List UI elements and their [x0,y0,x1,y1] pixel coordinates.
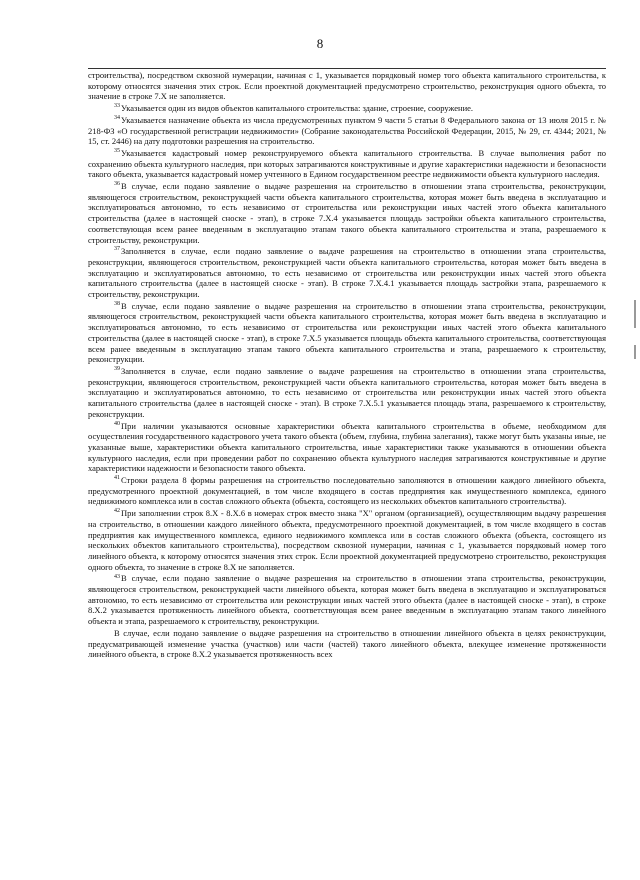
footnote-text: Указывается один из видов объектов капитального строительства: здание, строение, сооружение. [121,103,474,114]
footnote-41 [88,475,606,507]
paragraph [88,70,606,102]
footnote-text: При наличии указываются основные характеристики объекта капитального строительства в объеме, необходимом для осуществления государственного кадастрового учета такого объекта (объем, глубина, глубина залегания), также могут быть указаны иные, не указанные выше, характеристики объекта капитального строительства, иные характеристики также указываются в отношении объекта культурного наследия, если при проведении работ по сохранению объекта культурного наследия затрагиваются конструктивные и другие характеристики надежности и безопасности такого объекта. [88,420,606,474]
footnote-marker: 34 [114,114,120,121]
footnote-35 [88,148,606,180]
margin-mark [634,300,636,328]
footnote-marker: 38 [114,300,120,307]
footnote-text: При заполнении строк 8.Х - 8.Х.6 в номерах строк вместо знака "Х" органом (организацией), осуществляющим выдачу разрешения на строительство, в отношении каждого линейного объекта, предусмотренного проектной документацией, в том числе входящего в состав предприятия как имущественного комплекса, единого недвижимого комплекса или в состав сложного объекта (объекта, состоящего из нескольких объектов капитального строительства), посредством сквозной нумерации, начиная с 1, указывается порядковый номер того линейного объекта, к которому относятся значения этих строк. Если проектной документацией предусмотрено строительство, реконструкция одного объекта, то значение в строке 8.Х не заполняется. [88,508,606,572]
footnote-33 [88,103,606,114]
footnote-marker: 42 [114,508,120,515]
footnote-42 [88,508,606,572]
footnote-text: Строки раздела 8 формы разрешения на строительство последовательно заполняются в отношении каждого линейного объекта, предусмотренного проектной документацией, в том числе входящего в состав предприятия как имущественного комплекса, единого недвижимого комплекса или в состав сложного объекта (объекта, состоящего из нескольких объектов капитального строительства). [88,475,606,507]
footnote-39 [88,366,606,420]
footnote-text: В случае, если подано заявление о выдаче разрешения на строительство в отношении линейного объекта в целях реконструкции, предусматривающей изменение участка (участков) или части (частей) такого линейного объекта, влекущее изменение протяженности линейного объекта, в строке 8.Х.2 указывается протяженность всех [88,627,606,660]
margin-mark [634,345,636,359]
footnote-marker: 35 [114,148,120,155]
footnote-text: строительства), посредством сквозной нумерации, начиная с 1, указывается порядковый номер того объекта капитального строительства, к которому относятся значения этих строк. Если проектной документацией предусмотрено строительство, реконструкция одного объекта, то значение в строке 7.Х не заполняется. [88,70,606,102]
top-rule [88,68,606,69]
footnote-marker: 39 [114,366,120,373]
footnote-37 [88,246,606,300]
footnote-43 [88,573,606,627]
footnote-text: В случае, если подано заявление о выдаче разрешения на строительство в отношении этапа строительства, реконструкции, являющегося строительством, реконструкцией части объекта капитального строительства, которая может быть введена в эксплуатацию и эксплуатироваться автономно, то есть независимо от строительства или реконструкции иных частей этого объекта капитального строительства (далее в настоящей сноске - этап), в строке 7.Х.4 указывается площадь застройки объекта капитального строительства, соответствующая всем ранее введенным в эксплуатацию этапам такого объекта капитального строительства и этапа, разрешаемого к строительству, реконструкции. [88,181,606,245]
footnote-marker: 33 [114,103,120,110]
footnote-40 [88,421,606,475]
footnote-text: Заполняется в случае, если подано заявление о выдаче разрешения на строительство в отношении этапа строительства, реконструкции, являющегося строительством, реконструкцией части объекта капитального строительства, которая может быть введена в эксплуатацию и эксплуатироваться автономно, то есть независимо от строительства или реконструкции иных частей этого объекта капитального строительства (далее в настоящей сноске - этап). В строке 7.Х.5.1 указывается площадь этапа, разрешаемого к строительству, реконструкции. [88,365,606,419]
footnote-marker: 40 [114,420,120,427]
footnote-marker: 41 [114,475,120,482]
footnote-text: В случае, если подано заявление о выдаче разрешения на строительство в отношении этапа строительства, реконструкции, являющегося строительством, реконструкцией части линейного объекта, которая может быть введена в эксплуатацию и эксплуатироваться автономно, то есть независимо от строительства или реконструкции иных частей этого объекта (далее в настоящей сноске - этап), в строке 8.Х.2 указывается протяженность линейного объекта, соответствующая всем ранее введенным в эксплуатацию этапам такого линейного объекта и этапа, разрешаемого к строительству, реконструкции. [88,573,606,627]
footnote-text: Указывается кадастровый номер реконструируемого объекта капитального строительства. В случае выполнения работ по сохранению объекта культурного наследия, при которых затрагиваются конструктивные и другие характеристики надежности и безопасности такого объекта, указывается кадастровый номер учтенного в Едином государственном реестре недвижимости объекта культурного наследия. [88,147,606,180]
footnote-marker: 36 [114,181,120,188]
page-number: 8 [316,36,324,51]
footnotes-body [88,70,606,870]
footnote-text: В случае, если подано заявление о выдаче разрешения на строительство в отношении этапа строительства, реконструкции, являющегося строительством, реконструкцией части объекта капитального строительства, которая может быть введена в эксплуатацию и эксплуатироваться автономно, то есть независимо от строительства или реконструкции иных частей этого объекта капитального строительства (далее в настоящей сноске - этап), в строке 7.Х.5 указывается площадь объекта капитального строительства, соответствующая всем ранее введенным в эксплуатацию этапам такого объекта капитального строительства и этапа, разрешаемого к строительству, реконструкции. [88,300,606,365]
paragraph [88,628,606,660]
footnote-text: Заполняется в случае, если подано заявление о выдаче разрешения на строительство в отношении этапа строительства, реконструкции, являющегося строительством, реконструкцией части объекта капитального строительства, которая может быть введена в эксплуатацию и эксплуатироваться автономно, то есть независимо от строительства или реконструкции иных частей этого объекта капитального строительства (далее в настоящей сноске - этап). В строке 7.Х.4.1 указывается площадь застройки этапа, разрешаемого к строительству, реконструкции. [88,246,606,300]
footnote-38 [88,301,606,365]
footnote-34 [88,115,606,147]
footnote-36 [88,181,606,245]
footnote-marker: 43 [114,573,120,580]
footnote-text: Указывается назначение объекта из числа предусмотренных пунктом 9 части 5 статьи 8 Федерального закона от 13 июля 2015 г. № 218-ФЗ «О государственной регистрации недвижимости» (Собрание законодательства Российской Федерации, 2015, № 29, ст. 4344; 2021, № 15, ст. 2446) на дату подготовки разрешения на строительство. [88,114,606,147]
footnote-marker: 37 [114,246,120,253]
